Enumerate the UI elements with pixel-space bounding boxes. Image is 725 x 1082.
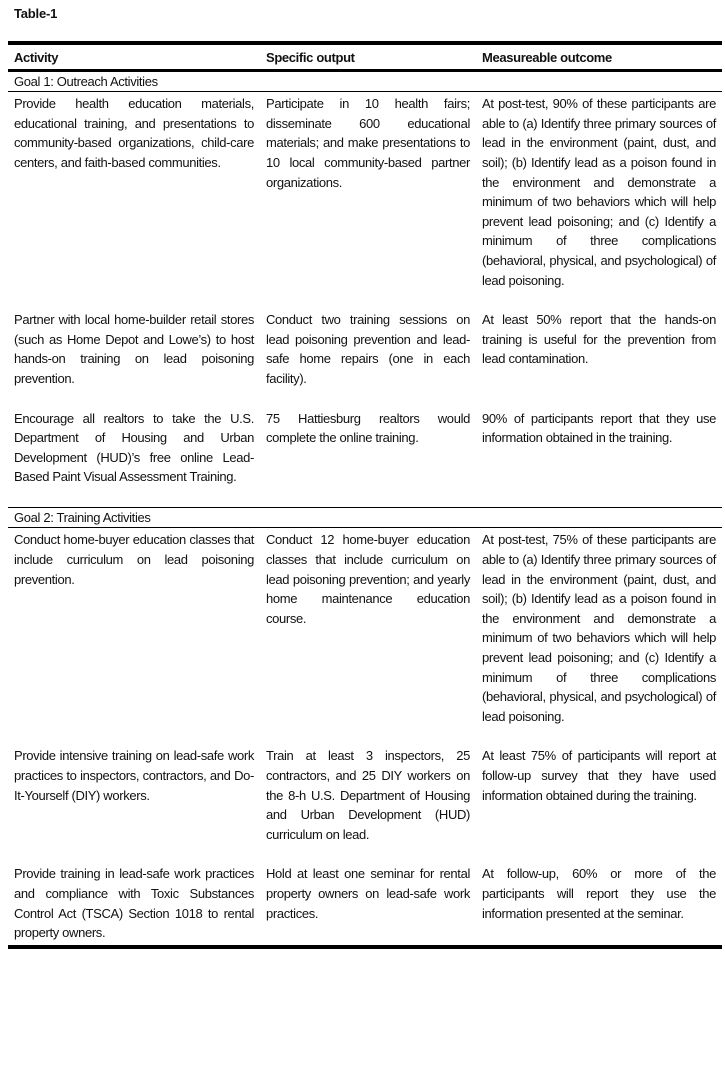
goal-label: Goal 2: Training Activities: [8, 507, 260, 528]
activity-cell: Provide training in lead-safe work practices and compliance with Toxic Substances Control Act (TSCA) Section 1018 to rental property owners.: [8, 864, 260, 946]
header-specific-output: Specific output: [260, 43, 476, 70]
activity-cell: Provide intensive training on lead-safe work practices to inspectors, contractors, and Do-It-Yourself (DIY) workers.: [14, 748, 254, 803]
table-row: [8, 528, 722, 746]
goal-label: Goal 1: Outreach Activities: [8, 70, 260, 92]
header-measureable-outcome: Measureable outcome: [476, 43, 722, 70]
goal-empty-cell: [476, 507, 722, 528]
table-row: [8, 864, 722, 946]
table-row: [8, 746, 722, 864]
outcome-cell: At least 50% report that the hands-on training is useful for the prevention from lead contamination.: [482, 312, 716, 367]
output-cell: Hold at least one seminar for rental property owners on lead-safe work practices.: [260, 864, 476, 946]
outcome-cell: At post-test, 75% of these participants are able to (a) Identify three primary sources of lead in the environment (paint, dust, and soil); (b) Identify lead as a poison found in the environment and demonstrate a minimum of two behaviors which will help prevent lead poisoning; and (c) Identify a minimum of three complications (behavioral, physical, and psychological) of lead poisoning.: [482, 532, 716, 724]
activity-cell: Provide health education materials, educational training, and presentations to community-based organizations, child-care centers, and faith-based communities.: [14, 96, 254, 170]
header-activity: Activity: [8, 43, 260, 70]
output-cell: Train at least 3 inspectors, 25 contractors, and 25 DIY workers on the 8-h U.S. Department of Housing and Urban Development (HUD) curriculum on lead.: [266, 748, 470, 842]
outcome-cell: At post-test, 90% of these participants are able to (a) Identify three primary sources of lead in the environment (paint, dust, and soil); (b) Identify lead as a poison found in the environment and demonstrate a minimum of two behaviors which will help prevent lead poisoning; and (c) Identify a minimum of three complications (behavioral, physical, and psychological) of lead poisoning.: [482, 96, 716, 288]
goal-empty-cell: [260, 507, 476, 528]
goal-empty-cell: [476, 70, 722, 92]
outcome-cell: At least 75% of participants will report at follow-up survey that they have used information obtained during the training.: [482, 748, 716, 803]
output-cell: Participate in 10 health fairs; disseminate 600 educational materials; and make presentations to 10 local community-based partner organizations.: [266, 96, 470, 190]
outcome-cell: At follow-up, 60% or more of the participants will report they use the information presented at the seminar.: [476, 864, 722, 946]
header-row: [8, 43, 722, 70]
table-row: [8, 409, 722, 508]
table-row: [8, 310, 722, 408]
goal-row: [8, 507, 722, 528]
goal-row: [8, 70, 722, 92]
table-title: Table-1: [14, 6, 58, 21]
output-cell: 75 Hattiesburg realtors would complete the online training.: [266, 410, 470, 446]
goal-empty-cell: [260, 70, 476, 92]
activities-table: [8, 41, 722, 949]
outcome-cell: 90% of participants report that they use information obtained in the training.: [482, 410, 716, 446]
activity-cell: Conduct home-buyer education classes that include curriculum on lead poisoning prevention.: [14, 532, 254, 587]
activity-cell: Partner with local home-builder retail stores (such as Home Depot and Lowe’s) to host hands-on training on lead poisoning prevention.: [14, 312, 254, 386]
table-row: [8, 92, 722, 310]
output-cell: Conduct two training sessions on lead poisoning prevention and lead-safe home repairs (one in each facility).: [266, 312, 470, 386]
output-cell: Conduct 12 home-buyer education classes that include curriculum on lead poisoning prevention; and yearly home maintenance education course.: [266, 532, 470, 626]
activity-cell: Encourage all realtors to take the U.S. Department of Housing and Urban Development (HUD)’s free online Lead-Based Paint Visual Assessment Training.: [14, 410, 254, 485]
